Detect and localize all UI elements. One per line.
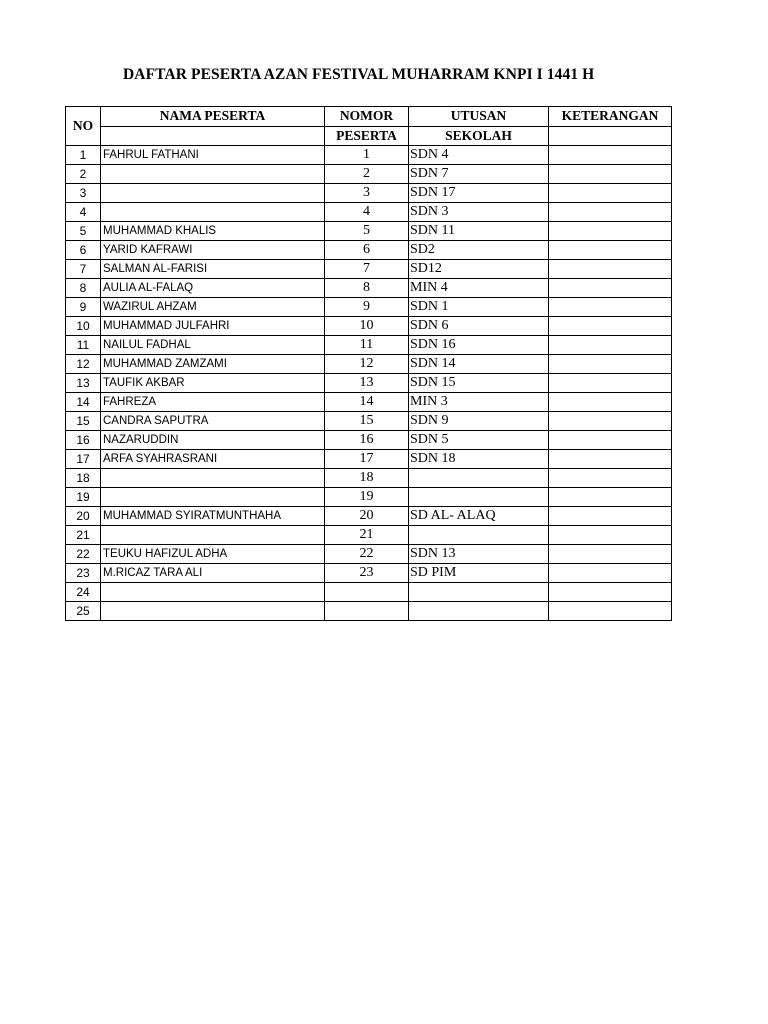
row-number-cell: 21 bbox=[66, 526, 101, 545]
row-number-cell: 1 bbox=[66, 146, 101, 165]
note-cell bbox=[549, 374, 672, 393]
participant-number-cell: 12 bbox=[325, 355, 409, 374]
row-number-cell: 20 bbox=[66, 507, 101, 526]
row-number-cell: 9 bbox=[66, 298, 101, 317]
note-cell bbox=[549, 393, 672, 412]
table-row bbox=[66, 336, 672, 355]
participant-name-cell: TAUFIK AKBAR bbox=[101, 374, 325, 393]
table-row bbox=[66, 184, 672, 203]
participant-name-cell: NAZARUDDIN bbox=[101, 431, 325, 450]
participant-name-cell: M.RICAZ TARA ALI bbox=[101, 564, 325, 583]
table-row bbox=[66, 431, 672, 450]
table-row bbox=[66, 165, 672, 184]
participant-table bbox=[65, 106, 672, 621]
participant-name-cell: AULIA AL-FALAQ bbox=[101, 279, 325, 298]
participant-name-cell: WAZIRUL AHZAM bbox=[101, 298, 325, 317]
participant-number-cell: 1 bbox=[325, 146, 409, 165]
school-cell: SDN 11 bbox=[409, 222, 549, 241]
row-number-cell: 22 bbox=[66, 545, 101, 564]
note-cell bbox=[549, 450, 672, 469]
table-body bbox=[66, 146, 672, 621]
school-cell: SD AL- ALAQ bbox=[409, 507, 549, 526]
table-row bbox=[66, 355, 672, 374]
table-row bbox=[66, 279, 672, 298]
note-cell bbox=[549, 564, 672, 583]
row-number-cell: 18 bbox=[66, 469, 101, 488]
note-cell bbox=[549, 431, 672, 450]
table-row bbox=[66, 602, 672, 621]
note-cell bbox=[549, 184, 672, 203]
row-number-cell: 17 bbox=[66, 450, 101, 469]
row-number-cell: 24 bbox=[66, 583, 101, 602]
table-row bbox=[66, 374, 672, 393]
participant-name-cell: MUHAMMAD JULFAHRI bbox=[101, 317, 325, 336]
note-cell bbox=[549, 469, 672, 488]
participant-number-cell: 2 bbox=[325, 165, 409, 184]
participant-name-cell: FAHRUL FATHANI bbox=[101, 146, 325, 165]
participant-number-cell: 10 bbox=[325, 317, 409, 336]
participant-number-cell: 21 bbox=[325, 526, 409, 545]
school-cell: SDN 18 bbox=[409, 450, 549, 469]
participant-number-cell: 16 bbox=[325, 431, 409, 450]
school-cell: SD12 bbox=[409, 260, 549, 279]
header-sekolah: SEKOLAH bbox=[409, 126, 549, 146]
note-cell bbox=[549, 526, 672, 545]
participant-number-cell: 23 bbox=[325, 564, 409, 583]
row-number-cell: 2 bbox=[66, 165, 101, 184]
table-row bbox=[66, 222, 672, 241]
table-row bbox=[66, 412, 672, 431]
row-number-cell: 16 bbox=[66, 431, 101, 450]
row-number-cell: 23 bbox=[66, 564, 101, 583]
row-number-cell: 19 bbox=[66, 488, 101, 507]
participant-name-cell: YARID KAFRAWI bbox=[101, 241, 325, 260]
school-cell: SDN 3 bbox=[409, 203, 549, 222]
participant-name-cell bbox=[101, 488, 325, 507]
school-cell: SDN 16 bbox=[409, 336, 549, 355]
school-cell: SDN 1 bbox=[409, 298, 549, 317]
participant-number-cell: 22 bbox=[325, 545, 409, 564]
school-cell: SDN 13 bbox=[409, 545, 549, 564]
note-cell bbox=[549, 355, 672, 374]
note-cell bbox=[549, 488, 672, 507]
participant-number-cell: 15 bbox=[325, 412, 409, 431]
note-cell bbox=[549, 602, 672, 621]
participant-name-cell bbox=[101, 526, 325, 545]
note-cell bbox=[549, 507, 672, 526]
school-cell: SDN 6 bbox=[409, 317, 549, 336]
row-number-cell: 6 bbox=[66, 241, 101, 260]
table-row bbox=[66, 393, 672, 412]
school-cell bbox=[409, 602, 549, 621]
school-cell: SDN 7 bbox=[409, 165, 549, 184]
participant-number-cell: 4 bbox=[325, 203, 409, 222]
participant-name-cell bbox=[101, 203, 325, 222]
header-nama-blank bbox=[101, 126, 325, 146]
table-row bbox=[66, 317, 672, 336]
row-number-cell: 14 bbox=[66, 393, 101, 412]
participant-number-cell: 11 bbox=[325, 336, 409, 355]
note-cell bbox=[549, 336, 672, 355]
participant-name-cell: ARFA SYAHRASRANI bbox=[101, 450, 325, 469]
participant-name-cell bbox=[101, 583, 325, 602]
header-utusan: UTUSAN bbox=[409, 107, 549, 127]
participant-name-cell bbox=[101, 469, 325, 488]
school-cell: SDN 9 bbox=[409, 412, 549, 431]
participant-number-cell: 5 bbox=[325, 222, 409, 241]
participant-number-cell: 6 bbox=[325, 241, 409, 260]
note-cell bbox=[549, 412, 672, 431]
participant-name-cell: FAHREZA bbox=[101, 393, 325, 412]
participant-number-cell: 7 bbox=[325, 260, 409, 279]
school-cell: SDN 4 bbox=[409, 146, 549, 165]
participant-name-cell: CANDRA SAPUTRA bbox=[101, 412, 325, 431]
school-cell: SDN 15 bbox=[409, 374, 549, 393]
school-cell: MIN 3 bbox=[409, 393, 549, 412]
table-row bbox=[66, 469, 672, 488]
row-number-cell: 3 bbox=[66, 184, 101, 203]
header-no: NO bbox=[66, 107, 101, 146]
row-number-cell: 10 bbox=[66, 317, 101, 336]
row-number-cell: 7 bbox=[66, 260, 101, 279]
note-cell bbox=[549, 146, 672, 165]
participant-number-cell: 18 bbox=[325, 469, 409, 488]
participant-name-cell: MUHAMMAD KHALIS bbox=[101, 222, 325, 241]
participant-number-cell: 9 bbox=[325, 298, 409, 317]
note-cell bbox=[549, 545, 672, 564]
note-cell bbox=[549, 241, 672, 260]
school-cell: SDN 17 bbox=[409, 184, 549, 203]
table-row bbox=[66, 564, 672, 583]
table-row bbox=[66, 241, 672, 260]
note-cell bbox=[549, 317, 672, 336]
participant-number-cell: 20 bbox=[325, 507, 409, 526]
participant-number-cell: 13 bbox=[325, 374, 409, 393]
table-row bbox=[66, 450, 672, 469]
school-cell bbox=[409, 469, 549, 488]
participant-name-cell: TEUKU HAFIZUL ADHA bbox=[101, 545, 325, 564]
row-number-cell: 12 bbox=[66, 355, 101, 374]
school-cell: SD PIM bbox=[409, 564, 549, 583]
row-number-cell: 4 bbox=[66, 203, 101, 222]
table-row bbox=[66, 545, 672, 564]
note-cell bbox=[549, 165, 672, 184]
row-number-cell: 25 bbox=[66, 602, 101, 621]
row-number-cell: 8 bbox=[66, 279, 101, 298]
table-row bbox=[66, 507, 672, 526]
participant-number-cell: 17 bbox=[325, 450, 409, 469]
participant-name-cell: MUHAMMAD SYIRATMUNTHAHA bbox=[101, 507, 325, 526]
table-row bbox=[66, 488, 672, 507]
row-number-cell: 13 bbox=[66, 374, 101, 393]
school-cell: SDN 14 bbox=[409, 355, 549, 374]
header-keterangan-blank bbox=[549, 126, 672, 146]
page-title: DAFTAR PESERTA AZAN FESTIVAL MUHARRAM KNPI I 1441 H bbox=[123, 66, 595, 83]
school-cell: MIN 4 bbox=[409, 279, 549, 298]
note-cell bbox=[549, 203, 672, 222]
participant-number-cell: 14 bbox=[325, 393, 409, 412]
note-cell bbox=[549, 298, 672, 317]
table-row bbox=[66, 526, 672, 545]
participant-number-cell: 8 bbox=[325, 279, 409, 298]
participant-name-cell: NAILUL FADHAL bbox=[101, 336, 325, 355]
note-cell bbox=[549, 279, 672, 298]
row-number-cell: 15 bbox=[66, 412, 101, 431]
table-row bbox=[66, 583, 672, 602]
participant-number-cell: 3 bbox=[325, 184, 409, 203]
table-row bbox=[66, 203, 672, 222]
participant-name-cell: SALMAN AL-FARISI bbox=[101, 260, 325, 279]
table-row bbox=[66, 260, 672, 279]
row-number-cell: 5 bbox=[66, 222, 101, 241]
header-nama-peserta: NAMA PESERTA bbox=[101, 107, 325, 127]
row-number-cell: 11 bbox=[66, 336, 101, 355]
header-nomor: NOMOR bbox=[325, 107, 409, 127]
note-cell bbox=[549, 260, 672, 279]
participant-name-cell bbox=[101, 184, 325, 203]
participant-name-cell: MUHAMMAD ZAMZAMI bbox=[101, 355, 325, 374]
participant-name-cell bbox=[101, 165, 325, 184]
note-cell bbox=[549, 222, 672, 241]
school-cell bbox=[409, 526, 549, 545]
school-cell bbox=[409, 583, 549, 602]
school-cell: SDN 5 bbox=[409, 431, 549, 450]
table-row bbox=[66, 298, 672, 317]
school-cell bbox=[409, 488, 549, 507]
header-keterangan: KETERANGAN bbox=[549, 107, 672, 127]
participant-number-cell bbox=[325, 602, 409, 621]
school-cell: SD2 bbox=[409, 241, 549, 260]
participant-name-cell bbox=[101, 602, 325, 621]
participant-number-cell bbox=[325, 583, 409, 602]
header-peserta: PESERTA bbox=[325, 126, 409, 146]
table-row bbox=[66, 146, 672, 165]
participant-number-cell: 19 bbox=[325, 488, 409, 507]
note-cell bbox=[549, 583, 672, 602]
